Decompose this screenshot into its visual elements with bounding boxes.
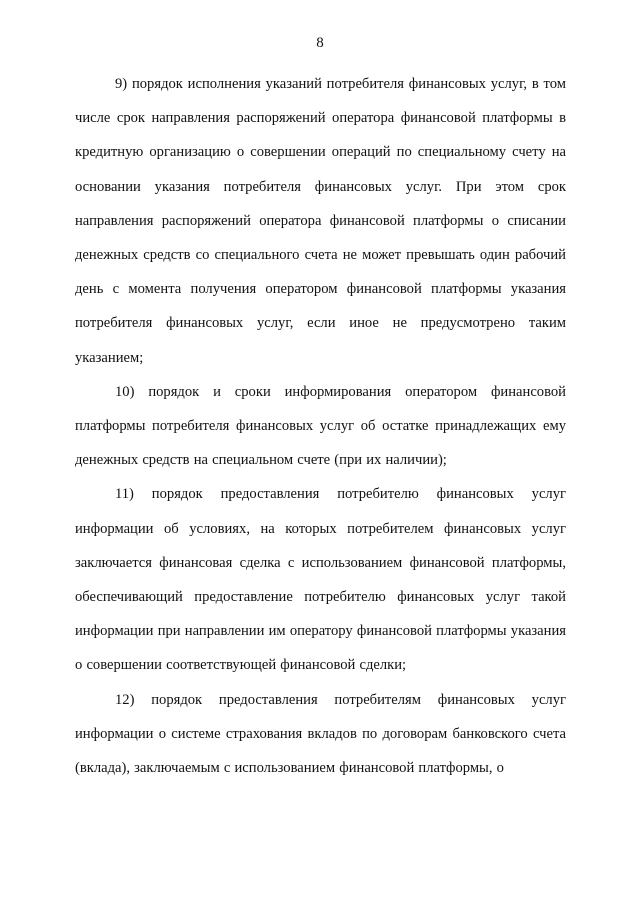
paragraph-item-9: 9) порядок исполнения указаний потребителя финансовых услуг, в том числе срок направления распоряжений оператора финансовой платформы в кредитную организацию о совершении операций по специальному счету на основании указания потребителя финансовых услуг. При этом срок направления распоряжений оператора финансовой платформы о списании денежных средств со специального счета не может превышать один рабочий день с момента получения оператором финансовой платформы указания потребителя финансовых услуг, если иное не предусмотрено таким указанием; xyxy=(75,76,566,366)
paragraph-item-11: 11) порядок предоставления потребителю финансовых услуг информации об условиях, на которых потребителем финансовых услуг заключается финансовая сделка с использованием финансовой платформы, обеспечивающий предоставление потребителю финансовых услуг такой информации при направлении им оператору финансовой платформы указания о совершении соответствующей финансовой сделки; xyxy=(75,486,566,674)
page-body xyxy=(75,67,566,785)
paragraph-item-12: 12) порядок предоставления потребителям финансовых услуг информации о системе страхования вкладов по договорам банковского счета (вклада), заключаемым с использованием финансовой платформы, о xyxy=(75,691,566,777)
page-number: 8 xyxy=(316,35,324,51)
paragraph-item-10: 10) порядок и сроки информирования оператором финансовой платформы потребителя финансовых услуг об остатке принадлежащих ему денежных средств на специальном счете (при их наличии); xyxy=(75,383,566,469)
